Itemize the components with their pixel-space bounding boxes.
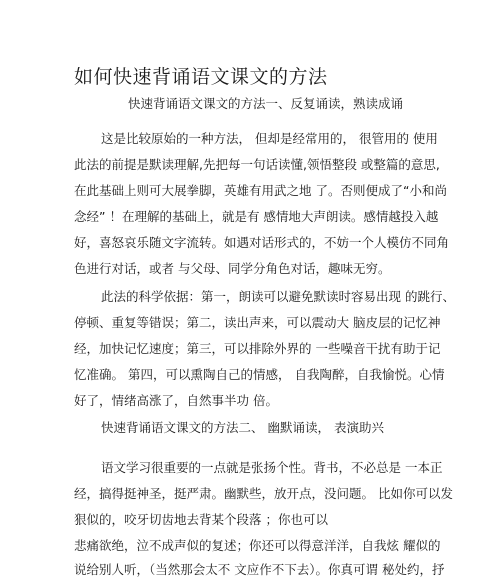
paragraph-2-line: 忆准确。 第四，可以熏陶自己的情感， 自我陶醉，自我愉悦。心情 <box>74 367 445 382</box>
document-title: 如何快速背诵语文课文的方法 <box>74 66 328 88</box>
paragraph-2-line: 此法的科学依据：第一，朗读可以避免默读时容易出现 的跳行、 <box>101 289 455 304</box>
paragraph-2-line: 经，加快记忆速度；第三，可以排除外界的 一些噪音干扰有助于记 <box>74 341 441 356</box>
paragraph-3-line: 经，搞得挺神圣，挺严肃。幽默些，放开点，没问题。 比如你可以发 <box>74 486 453 501</box>
paragraph-3-line: 悲痛欲绝，泣不成声似的复述；你还可以得意洋洋，自我炫 耀似的 <box>74 538 441 553</box>
paragraph-1-line: 这是比较原始的一种方法， 但却是经常用的， 很管用的 使用 <box>101 131 438 146</box>
paragraph-3-line: 语文学习很重要的一点就是张扬个性。背书，不必总是 一本正 <box>101 460 443 475</box>
section-heading-1: 快速背诵语文课文的方法一、反复诵读，熟读成诵 <box>128 96 404 111</box>
paragraph-1-line: 念经” ！在理解的基础上，就是有 感情地大声朗读。感情越投入越 <box>74 209 439 224</box>
paragraph-3-line: 狠似的，咬牙切齿地去背某个段落 ；你也可以 <box>74 512 328 527</box>
paragraph-1-line: 此法的前提是默读理解,先把每一句话读懂,领悟整段 或整篇的意思, <box>74 157 440 172</box>
paragraph-1-line: 色进行对话，或者 与父母、同学分角色对话，趣味无穷。 <box>74 261 391 276</box>
section-heading-2: 快速背诵语文课文的方法二、 幽默诵读， 表演助兴 <box>101 420 384 435</box>
paragraph-2-line: 好了，情绪高涨了，自然事半功 倍。 <box>74 393 278 408</box>
paragraph-2-line: 停顿、重复等错误；第二，读出声来，可以震动大 脑皮层的记忆神 <box>74 315 441 330</box>
paragraph-1-line: 好，喜怒哀乐随文字流转。如遇对话形式的，不妨一个人模仿不同角 <box>74 235 450 250</box>
paragraph-1-line: 在此基础上则可大展拳脚，英雄有用武之地 了。否则便成了“小和尚 <box>74 183 447 198</box>
paragraph-3-line: 说给别人听，（当然那会太不 文应作不下去）。你真可谓 秘处约，抒 <box>74 562 445 577</box>
